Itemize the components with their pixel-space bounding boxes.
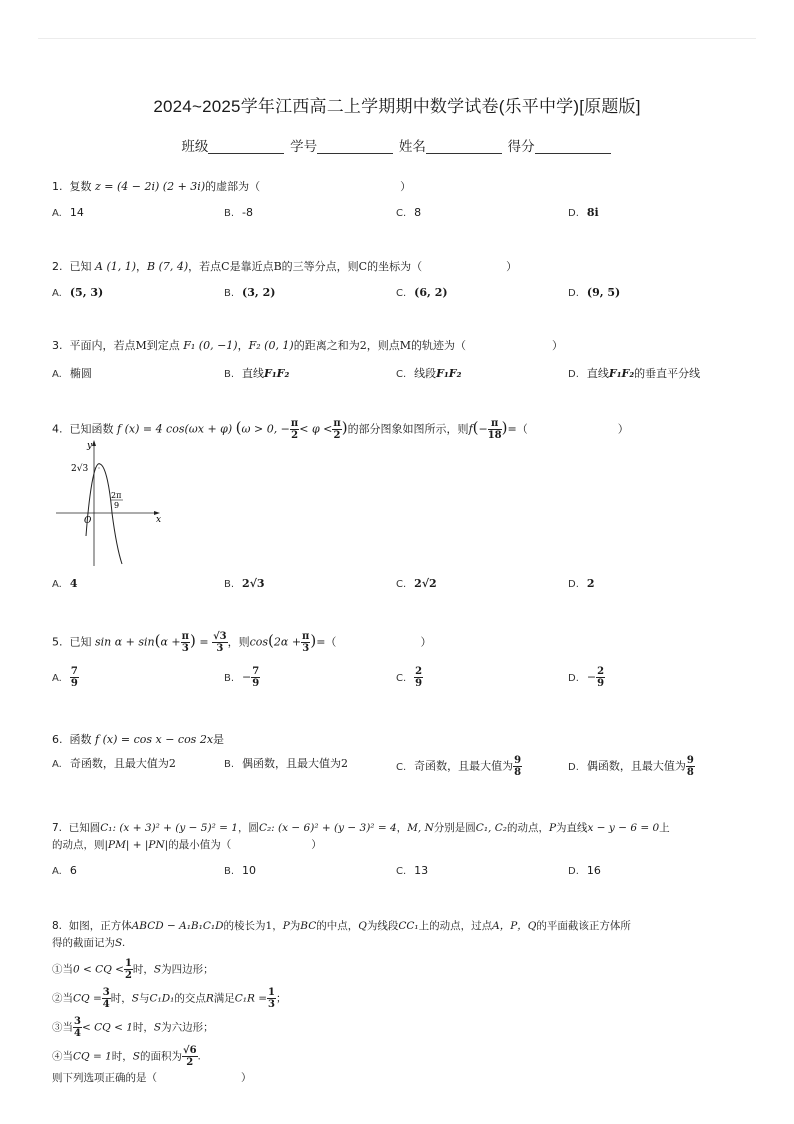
stem-text: 当 [62,1021,73,1034]
frac-denominator: 2 [124,970,132,981]
stem-math: S [132,1050,140,1063]
option-text: (5, 3) [69,286,104,299]
question-number: 2. [52,260,63,273]
option-text: 直线 [242,367,265,380]
stem-text: 时， [132,963,154,976]
option-label: A. [52,369,62,380]
statement-marker: ③ [52,1021,63,1034]
stem-text: 得的截面记为 [52,937,115,949]
stem-text: 是 [213,733,225,746]
statement-4 [52,1045,752,1068]
frac-numerator: π [488,418,502,430]
max-value-label: 2√3 [71,464,89,474]
option-label: B. [224,369,235,380]
option-b[interactable] [224,864,256,877]
stem-math: BC [300,920,317,932]
frac-denominator: 8 [686,767,694,778]
option-label: C. [396,208,407,219]
cosine-curve [86,464,122,564]
stem-text: ， [396,822,408,834]
option-label: D. [568,208,579,219]
option-label: A. [52,579,62,590]
stem-math: |PM| + |PN| [104,839,169,851]
stem-math: = [199,635,209,649]
option-label: B. [224,579,235,590]
question-2-stem [52,259,752,275]
option-c[interactable] [396,755,522,778]
option-text: 偶函数，且最大值为2 [242,757,349,770]
stem-text: 与 [138,992,150,1005]
option-c[interactable] [396,864,428,877]
question-3-stem [52,338,752,354]
stem-text: 已知 [69,635,92,649]
stem-text: 的距离之和为2，则点M的轨迹为（ [293,339,466,352]
option-label: A. [52,866,62,877]
frac-denominator: 3 [181,643,189,654]
option-label: B. [224,208,235,219]
option-d[interactable] [568,666,605,689]
question-8-stem-line-2 [52,935,752,952]
option-a[interactable] [52,755,176,771]
option-label: C. [396,866,407,877]
frac-numerator: π [290,418,299,429]
frac-numerator: 2 [415,666,423,677]
question-8-stem-line-1 [52,918,752,935]
option-text: 奇函数，且最大值为 [414,759,514,773]
stem-math: sin α + sin [95,635,155,649]
option-b[interactable] [224,577,265,590]
option-text: 13 [414,864,429,877]
question-6 [52,732,752,748]
stem-math: R [205,992,214,1005]
stem-math: C₂: (x − 6)² + (y − 3)² = 4 [258,822,397,834]
option-b[interactable] [224,755,348,771]
stem-text: 时， [110,992,132,1005]
option-label: A. [52,759,62,770]
stem-text: ，若点C是靠近点B的三等分点，则C的坐标为（ [188,260,423,273]
stem-math: CC₁ [398,920,419,932]
name-field [399,135,504,155]
question-1-stem [52,179,752,195]
student-info-line [0,135,794,155]
question-2-options [52,286,752,316]
frac-denominator: 8 [514,767,522,778]
stem-text: 为 [289,920,301,932]
question-8-prompt [52,1070,752,1087]
option-text: 偶函数，且最大值为 [586,759,686,773]
option-label: C. [396,672,407,684]
option-text: 2 [586,577,595,590]
option-text: 的垂直平分线 [634,367,701,380]
option-c[interactable] [396,365,461,381]
frac-denominator: 9 [252,678,260,689]
frac-numerator: 1 [268,987,275,998]
option-label: D. [568,579,579,590]
option-label: C. [396,579,407,590]
stem-text: 的交点 [174,992,206,1005]
option-c[interactable] [396,286,448,299]
option-d[interactable] [568,206,599,219]
frac-numerator: 9 [514,755,522,766]
frac-denominator: 2 [333,430,341,441]
frac-numerator: 9 [686,755,694,766]
option-d[interactable] [568,864,601,877]
x-axis-label: x [156,515,162,525]
name-blank[interactable] [426,140,502,154]
question-7-options [52,864,752,894]
stem-math: f (x) = 4 cos(ωx + φ) [117,422,233,436]
option-label: D. [568,288,579,299]
stem-math: P [282,920,290,932]
question-5-stem: 5. 已知 sin α + sin(α + $\frac{\pi}{3}$ ) = $\frac{√3}{3}$ ，则cos(2α + $\frac{\pi}{3}$ )=（ ） [52,631,432,654]
stem-text: ， [136,260,148,273]
stem-text: ，圆 [237,822,259,834]
question-2 [52,259,752,275]
stem-math: S. [115,937,126,949]
question-3 [52,338,752,354]
stem-text: . [197,1050,201,1063]
question-5 [52,631,752,654]
stem-text: 为六边形； [161,1021,214,1034]
stem-math: C₁, C₂ [475,822,507,834]
frac-denominator: 2 [186,1057,194,1068]
option-text: 14 [69,206,84,219]
stem-text: 复数 [69,180,92,193]
stem-text: 平面内，若点M到定点 [69,339,180,352]
stem-math: f [468,422,473,436]
stem-text: 已知 [69,260,92,273]
score-blank[interactable] [535,140,611,154]
stem-math: ABCD − A₁B₁C₁D [131,920,224,932]
statement-2 [52,987,752,1010]
option-text: 椭圆 [69,367,92,380]
option-label: A. [52,672,62,684]
option-sign: − [586,670,597,684]
frac-numerator: 7 [252,666,260,677]
stem-math: ω > 0, − [241,422,290,436]
question-1 [52,179,752,195]
stem-text: =（ [316,635,337,649]
class-field [181,135,286,155]
question-8 [52,918,752,1087]
stem-text: ） [506,260,518,273]
option-label: D. [568,672,579,684]
frac-denominator: 18 [487,430,502,441]
stem-text: 的动点， [506,822,549,834]
option-a[interactable] [52,666,79,689]
stem-math: S [131,992,139,1005]
option-text: 16 [586,864,601,877]
statement-marker: ① [52,963,63,976]
stem-math: B (7, 4) [147,260,189,273]
stem-text: 当 [62,992,73,1005]
stem-text: 如图，正方体 [68,920,132,932]
option-text: (9, 5) [586,286,621,299]
y-axis-label: y [87,441,93,451]
stem-math: α + [160,635,181,649]
stem-text: ， [237,339,249,352]
stem-text: 时， [111,1050,133,1063]
stem-math: z = (4 − 2i) (2 + 3i) [95,180,206,193]
stem-math: P [548,822,557,834]
frac-numerator: π [302,631,310,642]
frac-numerator: π [181,631,189,642]
option-text: 线段 [414,367,437,380]
y-axis-arrow [92,440,96,446]
option-text: -8 [242,206,254,219]
option-a[interactable] [52,365,92,381]
option-label: B. [224,672,235,684]
frac-denominator: 9 [70,678,78,689]
statement-marker: ④ [52,1050,63,1063]
id-blank[interactable] [317,140,393,154]
statement-1 [52,958,752,981]
option-text: 奇函数，且最大值为2 [69,757,176,770]
frac-numerator: 1 [124,958,132,969]
option-text: 2√3 [242,577,265,590]
frac-denominator: 9 [597,678,605,689]
option-label: C. [396,288,407,299]
option-d[interactable] [568,577,595,590]
stem-math: A (1, 1) [95,260,137,273]
option-text: 10 [242,864,257,877]
option-a[interactable] [52,286,103,299]
statement-marker: ② [52,992,63,1005]
stem-text: ） [617,422,629,436]
stem-text: ） [311,839,322,851]
stem-text: 为直线 [556,822,588,834]
stem-text: 的平面截该正方体所 [536,920,631,932]
stem-text: 的部分图象如图所示，则 [347,422,469,436]
stem-math: S [153,1021,162,1034]
stem-text: 为线段 [366,920,399,932]
stem-text: ，则 [227,635,250,649]
stem-text: 满足 [213,992,235,1005]
id-field [290,135,395,155]
stem-text: 已知圆 [68,822,101,834]
frac-numerator: 2 [597,666,605,677]
stem-math: CQ = [73,992,102,1005]
stem-math: < CQ < 1 [81,1021,133,1034]
function-graph [52,436,164,568]
score-field [508,135,613,155]
option-label: B. [224,288,235,299]
option-text: 8i [586,206,599,219]
frac-denominator: 3 [268,999,275,1010]
option-label: D. [568,369,579,380]
page-title: 2024~2025学年江西高二上学期期中数学试卷(乐平中学)[原题版] [153,97,641,116]
question-7-stem-line-1 [52,820,752,836]
option-c[interactable] [396,666,423,689]
option-a[interactable] [52,577,78,590]
option-text: 6 [69,864,77,877]
option-label: A. [52,288,62,299]
tick-denominator: 9 [114,501,120,510]
question-4-options [52,577,752,607]
frac-numerator: 3 [102,987,110,998]
name-label: 姓名 [398,139,426,154]
frac-numerator: 7 [70,666,78,677]
option-a[interactable] [52,864,77,877]
question-number: 5. [52,635,63,649]
option-b[interactable] [224,206,253,219]
option-text: 直线 [586,367,609,380]
option-label: C. [396,761,407,773]
stem-math: x − y − 6 = 0 [587,822,660,834]
option-math: F₁F₂ [264,367,290,380]
question-number: 4. [52,422,63,436]
option-c[interactable] [396,577,437,590]
stem-math: F₁ (0, −1) [183,339,238,352]
stem-text: 当 [62,963,73,976]
option-math: F₁F₂ [436,367,462,380]
option-sign: − [242,670,252,684]
option-label: B. [224,759,235,770]
frac-numerator: 3 [74,1016,81,1027]
question-4-stem: 4. 已知函数 f (x) = 4 cos(ωx + φ) (ω > 0, − $\frac{\pi}{2}$ < φ < $\frac{\pi}{2}$ )的部分图象如图所示，则f(− $\frac{\pi}{18}$ )=（ ） [52,418,629,441]
option-label: B. [224,866,235,877]
stem-text: ； [276,992,287,1005]
stem-text: ） [400,180,412,193]
question-number: 3. [52,339,63,352]
stem-text: 上的动点，过点 [418,920,493,932]
stem-text: 已知函数 [69,422,114,436]
option-math: F₁F₂ [608,367,635,380]
option-c[interactable] [396,206,421,219]
stem-math: Q [358,920,367,932]
question-number: 6. [52,733,63,746]
question-number: 7. [52,822,63,834]
option-a[interactable] [52,206,84,219]
option-d[interactable] [568,286,620,299]
question-1-options [52,206,752,236]
option-text: 4 [69,577,78,590]
stem-math: f (x) = cos x − cos 2x [95,733,214,746]
stem-text: 为四边形； [161,963,214,976]
option-text: (3, 2) [242,286,276,299]
option-d[interactable] [568,365,700,381]
score-label: 得分 [507,139,535,154]
option-b[interactable] [224,666,260,689]
stem-text: 的虚部为（ [205,180,261,193]
option-text: (6, 2) [414,286,448,299]
header-rule [38,38,756,39]
question-7 [52,820,752,853]
question-6-options [52,755,752,785]
stem-math: M, N [407,822,434,834]
frac-numerator: π [333,418,341,429]
option-b[interactable] [224,286,275,299]
statement-3 [52,1016,752,1039]
frac-denominator: 2 [291,430,299,441]
stem-text: 的中点， [316,920,359,932]
stem-math: F₂ (0, 1) [248,339,294,352]
stem-text: 的动点，则 [52,839,105,851]
stem-text: 上 [659,822,670,834]
frac-denominator: 3 [302,643,310,654]
option-text: 8 [414,206,422,219]
stem-math: A，P，Q [492,920,537,932]
option-b[interactable] [224,365,289,381]
stem-math: C₁D₁ [149,992,175,1005]
stem-text: ） [420,635,432,649]
stem-text: ） [241,1072,252,1084]
frac-denominator: 3 [216,643,224,654]
tick-numerator: 2π [111,491,122,500]
question-5-options [52,666,752,696]
stem-text: 函数 [69,733,92,746]
question-number: 8. [52,920,63,932]
option-label: A. [52,208,62,219]
option-text: 2√2 [414,577,437,590]
stem-math: CQ = 1 [73,1050,112,1063]
stem-text: 则下列选项正确的是（ [52,1072,157,1084]
origin-label: O [84,516,92,526]
class-label: 班级 [181,139,209,154]
class-blank[interactable] [208,140,284,154]
stem-math: S [153,963,162,976]
option-label: C. [396,369,407,380]
stem-math: C₁: (x + 3)² + (y − 5)² = 1 [100,822,238,834]
question-7-stem-line-2 [52,837,752,853]
stem-math: C₁R = [234,992,268,1005]
stem-text: =（ [507,422,528,436]
question-number: 1. [52,180,63,193]
stem-text: 的最小值为（ [168,839,232,851]
stem-text: ） [552,339,563,352]
frac-denominator: 9 [415,678,423,689]
frac-numerator: √3 [213,631,227,642]
stem-math: cos [249,635,269,649]
stem-math: 2α + [273,635,302,649]
stem-text: 的面积为 [140,1050,182,1063]
option-label: D. [568,761,579,773]
option-label: D. [568,866,579,877]
stem-text: 时， [132,1021,154,1034]
frac-numerator: √6 [183,1045,197,1056]
stem-math: 0 < CQ < [73,963,124,976]
stem-text: 的棱长为1， [223,920,283,932]
stem-math: < φ < [299,422,333,436]
stem-text: 当 [62,1050,73,1063]
stem-text: 分别是圆 [433,822,476,834]
option-d[interactable] [568,755,695,778]
frac-denominator: 4 [74,1028,81,1039]
question-3-options [52,365,752,395]
frac-denominator: 4 [102,999,110,1010]
id-label: 学号 [290,139,318,154]
question-6-stem [52,732,752,748]
